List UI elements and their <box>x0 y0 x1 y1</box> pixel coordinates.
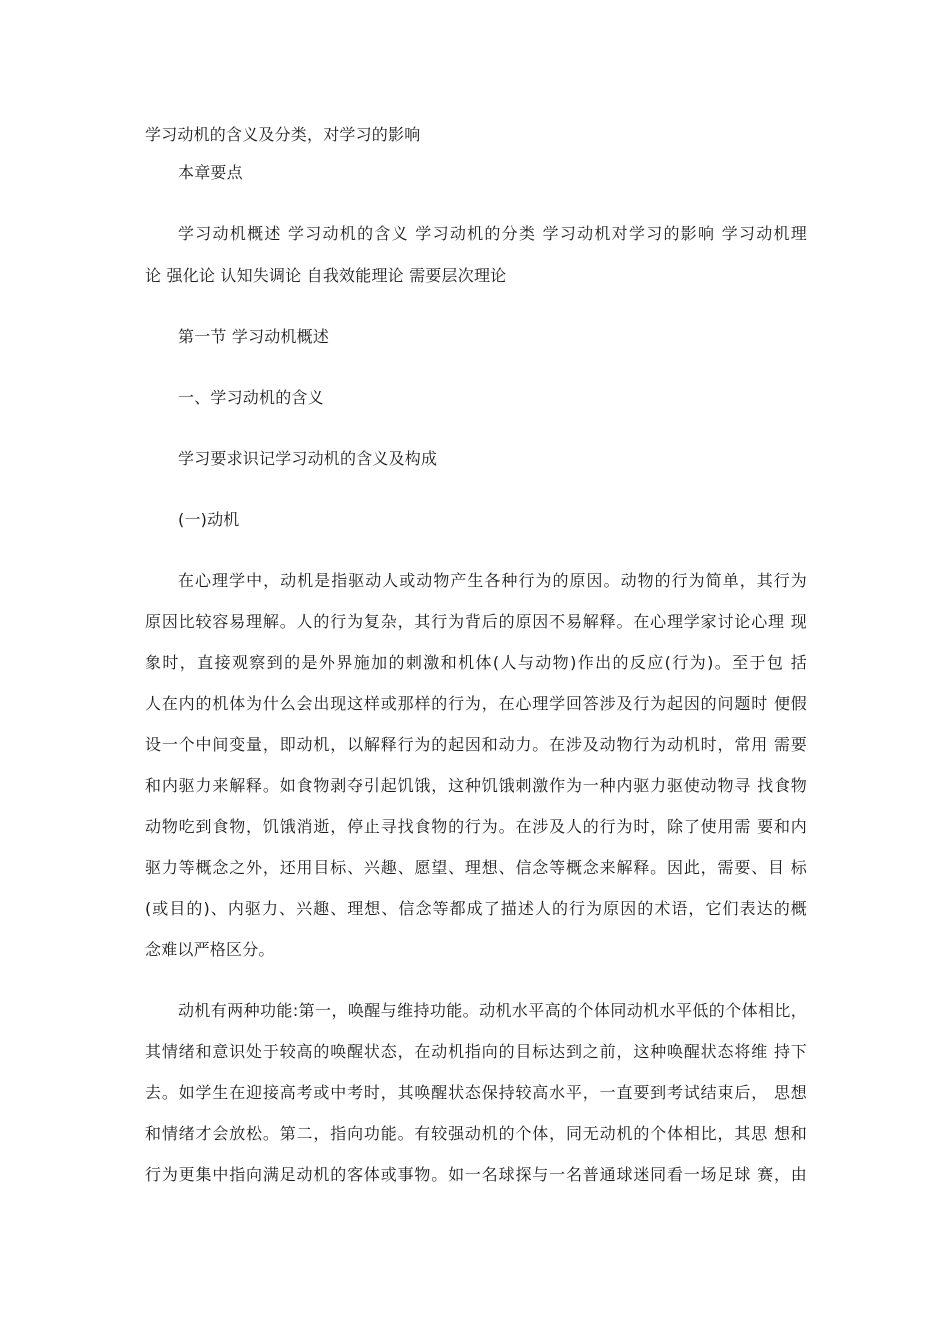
paragraph-line: 念难以严格区分。 <box>145 940 275 959</box>
paragraph-line: 驱力等概念之外，还用目标、兴趣、愿望、理想、信念等概念来解释。因此，需要、目 标 <box>145 858 807 877</box>
document-title: 学习动机的含义及分类，对学习的影响 <box>145 125 421 144</box>
subsection-heading: 一、学习动机的含义 <box>178 388 324 407</box>
paragraph-line: 和内驱力来解释。如食物剥夺引起饥饿，这种饥饿刺激作为一种内驱力驱使动物寻 找食物 <box>145 776 807 795</box>
chapter-points-heading: 本章要点 <box>178 163 243 182</box>
paragraph-line: 动物吃到食物，饥饿消逝，停止寻找食物的行为。在涉及人的行为时，除了使用需 要和内 <box>145 817 807 836</box>
paragraph-line: 和情绪才会放松。第二，指向功能。有较强动机的个体，同无动机的个体相比，其思 想和 <box>145 1124 807 1143</box>
paragraph-line: 原因比较容易理解。人的行为复杂，其行为背后的原因不易解释。在心理学家讨论心理 现 <box>145 612 807 631</box>
paragraph-line: 行为更集中指向满足动机的客体或事物。如一名球探与一名普通球迷同看一场足球 赛，由 <box>145 1165 807 1184</box>
section-heading: 第一节 学习动机概述 <box>178 327 330 346</box>
learning-requirement: 学习要求识记学习动机的含义及构成 <box>178 449 438 468</box>
paragraph-line: 去。如学生在迎接高考或中考时，其唤醒状态保持较高水平，一直要到考试结束后， 思想 <box>145 1083 807 1102</box>
paragraph-line: 在心理学中，动机是指驱动人或动物产生各种行为的原因。动物的行为简单，其行为 <box>178 571 807 590</box>
paragraph-line: 设一个中间变量，即动机，以解释行为的起因和动力。在涉及动物行为动机时，常用 需要 <box>145 735 807 754</box>
key-points-line: 学习动机概述 学习动机的含义 学习动机的分类 学习动机对学习的影响 学习动机理 <box>178 224 807 243</box>
motive-heading: (一)动机 <box>178 510 240 529</box>
paragraph-line: (或目的)、内驱力、兴趣、理想、信念等都成了描述人的行为原因的术语，它们表达的概 <box>145 899 807 918</box>
paragraph-line: 动机有两种功能:第一，唤醒与维持功能。动机水平高的个体同动机水平低的个体相比， <box>178 1001 807 1020</box>
paragraph-line: 象时，直接观察到的是外界施加的刺激和机体(人与动物)作出的反应(行为)。至于包 括 <box>145 653 807 672</box>
paragraph-line: 人在内的机体为什么会出现这样或那样的行为，在心理学回答涉及行为起因的问题时 便假 <box>145 694 807 713</box>
paragraph-line: 其情绪和意识处于较高的唤醒状态，在动机指向的目标达到之前，这种唤醒状态将维 持下 <box>145 1042 807 1061</box>
key-points-line: 论 强化论 认知失调论 自我效能理论 需要层次理论 <box>145 266 507 285</box>
